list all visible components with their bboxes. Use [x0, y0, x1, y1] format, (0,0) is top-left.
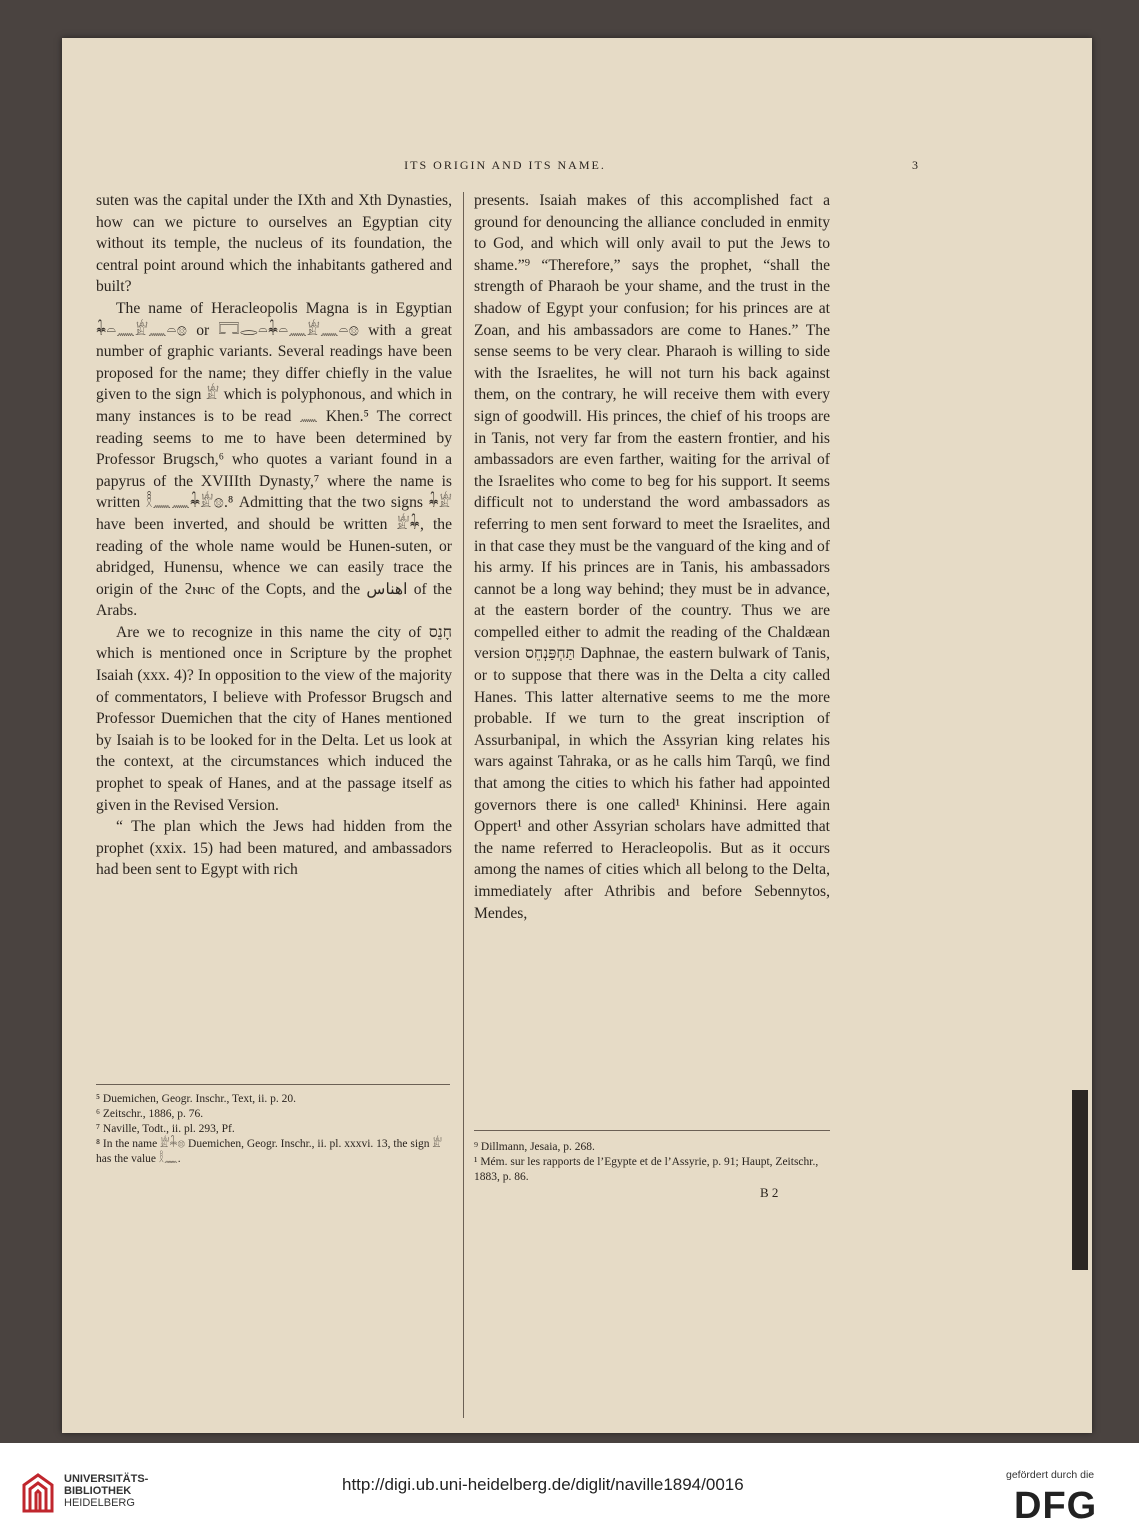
footnote-rule — [474, 1130, 830, 1131]
footnote: ⁵ Duemichen, Geogr. Inschr., Text, ii. p. 20. — [96, 1093, 297, 1105]
footnote: ⁷ Naville, Todt., ii. pl. 293, Pf. — [96, 1123, 235, 1135]
footnote-rule — [96, 1084, 450, 1085]
library-name-line: UNIVERSITÄTS- — [64, 1473, 149, 1485]
right-footnotes — [474, 1140, 830, 1185]
paragraph: Are we to recognize in this name the city of חָנֵס which is mentioned once in Scripture by the prophet Isaiah (xxx. 4)? In opposition to the view of the majority of commentators, I believe with Professor Brugsch and Professor Duemichen that the city of Hanes mentioned by Isaiah is to be looked for in the Delta. Let us look at the context, at the circumstances which induced the prophet to speak of Hanes, and at the passage itself as given in the Revised Version. — [96, 623, 452, 814]
running-head-title: ITS ORIGIN AND ITS NAME. — [404, 158, 606, 172]
library-name — [64, 1473, 148, 1509]
paragraph: suten was the capital under the IXth and Xth Dynasties, how can we picture to ourselves an Egyptian city without its temple, the nucleus of its foundation, the central point around which the inhabitants gathered and built? — [96, 192, 452, 296]
permalink-url[interactable]: http://digi.ub.uni-heidelberg.de/diglit/naville1894/0016 — [342, 1475, 744, 1494]
university-logo-icon — [20, 1471, 56, 1515]
footer-bar — [0, 1443, 1139, 1538]
right-column — [474, 190, 830, 924]
dfg-logo-icon: DFG — [1014, 1485, 1098, 1527]
page-number: 3 — [912, 158, 920, 172]
footnote: ⁸ In the name 𓁨𓇓𓊖 Duemichen, Geogr. Inschr., ii. pl. xxxvi. 13, the sign 𓁨 has the value 𓎛𓈖. — [96, 1138, 443, 1165]
sponsor-text: gefördert durch die — [1006, 1469, 1095, 1481]
page-edge — [1072, 1090, 1088, 1270]
footnote: ⁹ Dillmann, Jesaia, p. 268. — [474, 1141, 595, 1153]
paragraph: The name of Heracleopolis Magna is in Egyptian 𓇓𓏏𓈖𓁨𓈖𓏏𓊖 or 𓉐𓂋𓏏𓇓𓏏𓈖𓁨𓈖𓏏𓊖 with a great number of graphic variants. Several readings have been proposed for the name; they differ chiefly in the value given to the sign 𓁨 which is polyphonous, and which in many instances is to be read 𓈖 Khen.⁵ The correct reading seems to me to have been determined by Professor Brugsch,⁶ who quotes a variant found in a papyrus of the XVIIIth Dynasty,⁷ where the name is written 𓎛𓈖𓈖𓇓𓁨𓊖.⁸ Admitting that the two signs 𓇓𓁨 have been inverted, and should be written 𓁨𓇓, the reading of the whole name would be Hunen-suten, or abridged, Hunensu, whence we can easily trace the origin of the ϩⲛⲏⲥ of the Copts, and the اهناس of the Arabs. — [96, 299, 452, 620]
library-name-line: HEIDELBERG — [64, 1497, 135, 1509]
library-name-line: BIBLIOTHEK — [64, 1485, 132, 1497]
left-footnotes — [96, 1092, 452, 1167]
signature-mark: B 2 — [760, 1185, 779, 1200]
paragraph: “ The plan which the Jews had hidden from the prophet (xxix. 15) had been matured, and ambassadors had been sent to Egypt with rich — [96, 818, 452, 879]
left-column — [96, 190, 452, 881]
footnote: ¹ Mém. sur les rapports de l’Egypte et de l’Assyrie, p. 91; Haupt, Zeitschr., 1883, p. 86. — [474, 1156, 819, 1183]
running-head — [90, 158, 920, 178]
paragraph: presents. Isaiah makes of this accomplished fact a ground for denouncing the alliance concluded in enmity to God, and which will only avail to put the Jews to shame.”⁹ “Therefore,” says the prophet, “shall the strength of Pharaoh be your shame, and the trust in the shadow of Egypt your confusion; for his princes are at Zoan, and his ambassadors are come to Hanes.” The sense seems to be very clear. Pharaoh is willing to side with the Israelites, he will not turn his back against them, on the contrary, he will receive them with every sign of goodwill. His princes, the chief of his troops are in Tanis, not very far from the eastern frontier, and his ambassadors are even farther, waiting for the arrival of the Israelites who come to beg for his support. It seems difficult not to understand the word ambassadors as referring to men sent forward to meet the Israelites, and in that case they must be the vanguard of the king and of his army. If his princes are in Tanis, his ambassadors cannot be a long way behind; they must be in advance, at the eastern border of the country. Thus we are compelled either to admit the reading of the Chaldæan version תַּחְפַּנְחֵס Daphnae, the eastern bulwark of Tanis, or to suppose that there was in the Delta a city called Hanes. This latter alternative seems to me the more probable. If we turn to the great inscription of Assurbanipal, in which the Assyrian king relates his wars against Tahraka, or as he calls him Tarqû, we find that among the cities to which his father had appointed governors there is one called¹ Khininsi. Here again Oppert¹ and other Assyrian scholars have admitted that the name referred to Heracleopolis. But as it occurs among the names of cities which all belong to the Delta, immediately after Athribis and before Sebennytos, Mendes, — [474, 192, 831, 922]
footnote: ⁶ Zeitschr., 1886, p. 76. — [96, 1108, 204, 1120]
column-divider — [463, 192, 464, 1418]
